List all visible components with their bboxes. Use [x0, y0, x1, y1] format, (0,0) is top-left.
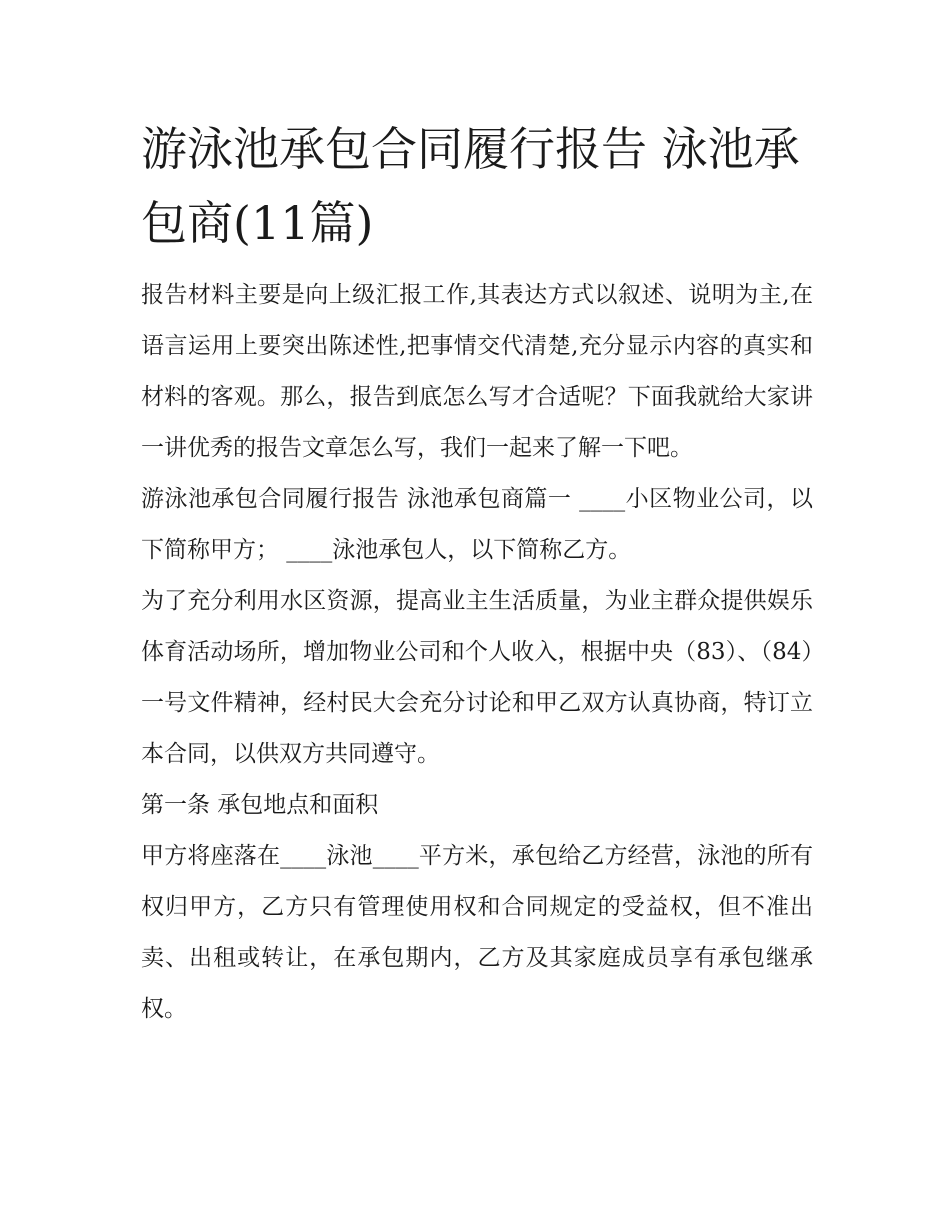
paragraph-intro: 报告材料主要是向上级汇报工作,其表达方式以叙述、说明为主,在语言运用上要突出陈述性,把事情交代清楚,充分显示内容的真实和材料的客观。那么，报告到底怎么写才合适呢？下面我就给大家讲一讲优秀的报告文章怎么写，我们一起来了解一下吧。 [141, 282, 813, 461]
document-body [141, 270, 813, 1035]
document-page [141, 112, 813, 1035]
paragraph-purpose: 为了充分利用水区资源，提高业主生活质量，为业主群众提供娱乐体育活动场所，增加物业公司和个人收入，根据中央（83）、（84）一号文件精神，经村民大会充分讨论和甲乙双方认真协商，特订立本合同，以供双方共同遵守。 [141, 588, 813, 767]
section-heading-article-1: 第一条 承包地点和面积 [141, 792, 379, 818]
document-title: 游泳池承包合同履行报告 泳池承包商(11篇) [141, 122, 800, 250]
paragraph-article-1: 甲方将座落在____泳池____平方米，承包给乙方经营，泳池的所有权归甲方，乙方只有管理使用权和合同规定的受益权，但不准出卖、出租或转让，在承包期内，乙方及其家庭成员享有承包继承权。 [141, 843, 813, 1022]
paragraph-parties: 游泳池承包合同履行报告 泳池承包商篇一 ____小区物业公司，以下简称甲方； ____泳池承包人，以下简称乙方。 [141, 486, 813, 563]
